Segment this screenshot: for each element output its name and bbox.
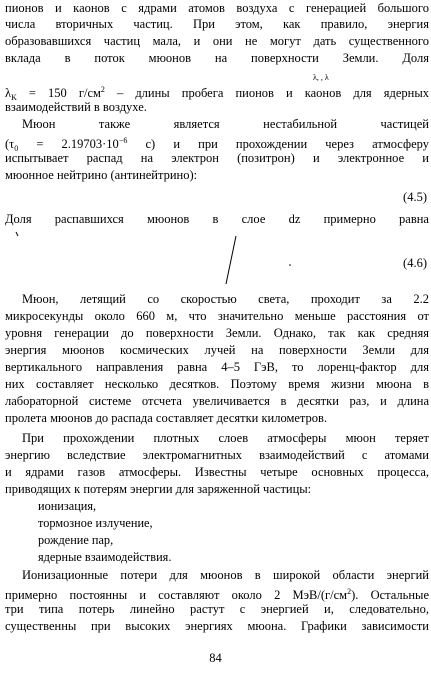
tau-rest: с) и при прохождении через атмосферу xyxy=(127,137,429,151)
text-line: энергию вследствие электромагнитных взаимодействий с атомами xyxy=(5,448,429,462)
list-item: ионизация, xyxy=(38,499,97,513)
equation-number: (4.5) xyxy=(403,190,427,204)
tau-subscript: 0 xyxy=(14,144,19,153)
loss-value: примерно постоянны и составляют около 2 МэВ/(г/см xyxy=(5,588,348,602)
text-line: микросекунды около 660 м, что значительно меньше расстояния от xyxy=(5,309,429,323)
text-line: испытывает распад на электрон (позитрон) и электронное и xyxy=(5,151,429,165)
text-line: При прохождении плотных слоев атмосферы мюон теряет xyxy=(22,431,429,445)
text-line: Доля распавшихся мюонов в слое dz примерно равна xyxy=(5,212,429,226)
page-number: 84 xyxy=(209,651,222,665)
text-line: уровня генерации до поверхности Земли. Однако, так как средняя xyxy=(5,326,429,340)
text-line: Ионизационные потери для мюонов в широкой области энергий xyxy=(22,568,429,582)
text-line: существенны при высоких энергиях мюона. Графики зависимости xyxy=(5,619,429,633)
tau-value: = 2.19703·10 xyxy=(18,137,119,151)
text-line: них составляет несколько десятков. Поэтому время жизни мюона в xyxy=(5,377,429,391)
text-line: пролета мюонов до распада составляет десятки километров. xyxy=(5,411,328,425)
missing-formula-marks: λ, , λ xyxy=(313,73,329,82)
text-line: вклада в поток мюонов на поверхности Земли. Доля xyxy=(5,51,429,65)
text-line: энергия мюонов космических лучей на поверхности Земли для xyxy=(5,343,429,357)
list-item: ядерные взаимодействия. xyxy=(38,550,172,564)
text-line: приводящих к потерям энергии для заряженной частицы: xyxy=(5,482,312,496)
text-line: пионов и каонов с ядрами атомов воздуха с генерацией большого xyxy=(5,1,429,15)
lambda-value: = 150 г/см xyxy=(16,86,101,100)
lambda-symbol: λ xyxy=(5,86,12,100)
fraction-slash-fragment xyxy=(226,236,236,284)
tau-open: (τ xyxy=(5,137,15,151)
loss-rest: ). Остальные xyxy=(351,588,429,602)
text-line: и ядрами газов атмосферы. Известны четыре основных процесса, xyxy=(5,465,429,479)
lambda-description: – длины пробега пионов и каонов для ядерных xyxy=(104,86,429,100)
text-line: лабораторной системе отсчета увеличивается в десятки раз, и длина xyxy=(5,394,429,408)
formula-fragment-dot xyxy=(289,264,291,266)
unit-superscript: 2 xyxy=(100,85,105,94)
text-line: Мюон также является нестабильной частицей xyxy=(22,117,429,131)
lambda-subscript: K xyxy=(11,93,17,102)
unit-superscript: 2 xyxy=(347,587,352,596)
formula-fragments xyxy=(0,226,431,296)
text-line: вертикального направления равна 4–5 ГэВ, то лоренц-фактор для xyxy=(5,360,429,374)
text-line: три типа потерь линейно растут с энергией и, следовательно, xyxy=(5,602,429,616)
equation-number: (4.6) xyxy=(403,256,427,270)
text-line: мюонное нейтрино (антинейтрино): xyxy=(5,168,198,182)
text-line: Мюон, летящий со скоростью света, проходит за 2.2 xyxy=(22,292,429,306)
list-item: тормозное излучение, xyxy=(38,516,153,530)
text-line: образовавшихся частиц мала, и они не могут дать существенного xyxy=(5,34,429,48)
formula-fragment-mark xyxy=(16,232,18,236)
list-item: рождение пар, xyxy=(38,533,114,547)
exponent-superscript: −6 xyxy=(118,136,128,145)
text-line: числа вторичных частиц. При этом, как правило, энергия xyxy=(5,17,429,31)
text-line: взаимодействий в воздухе. xyxy=(5,100,147,114)
